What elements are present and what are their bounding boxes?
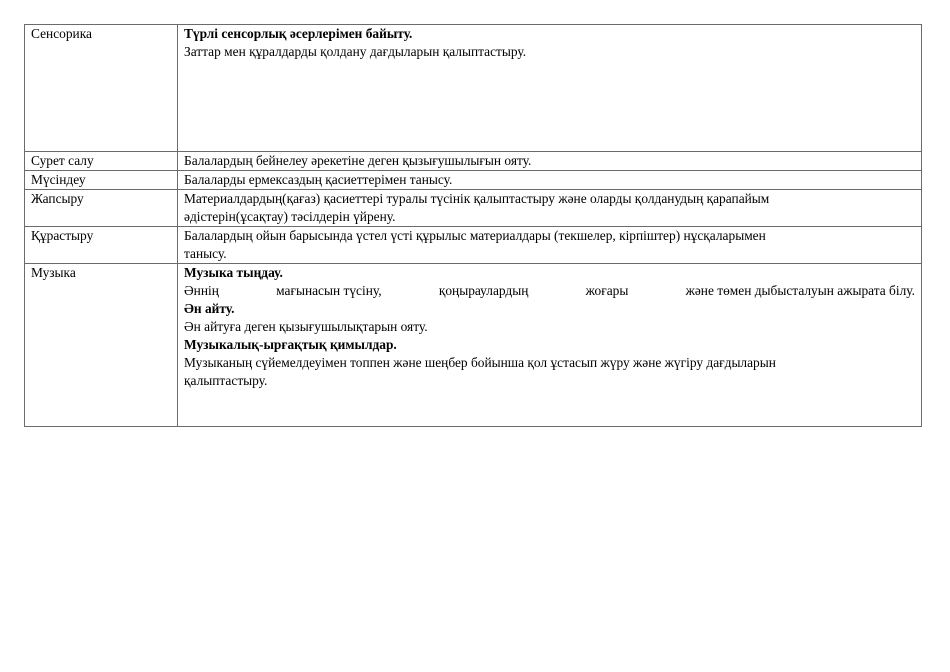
table-row [25,25,922,152]
applique-text-line2: әдістерін(ұсақтау) тәсілдерін үйрену. [184,209,396,224]
modeling-text: Балаларды ермексаздың қасиеттерімен танысу. [184,172,453,187]
row-label-sensory: Сенсорика [25,25,178,152]
music-heading-singing: Ән айту. [184,301,235,316]
music-movement-text-line1: Музыканың сүйемелдеуімен топпен және шеңбер бойынша қол ұстасып жүру және жүгіру дағдыларын [184,355,776,370]
music-singing-text: Ән айтуға деген қызығушылықтарын ояту. [184,319,428,334]
sensory-text: Заттар мен құралдарды қолдану дағдыларын қалыптастыру. [184,44,527,59]
construction-text-line1: Балалардың ойын барысында үстел үсті құрылыс материалдары (текшелер, кірпіштер) нұсқаларымен [184,228,766,243]
music-listening-text [184,282,915,300]
row-label-drawing: Сурет салу [25,152,178,171]
row-content-modeling [178,171,922,190]
table-row [25,264,922,427]
row-content-sensory [178,25,922,152]
curriculum-table [24,24,922,427]
music-heading-movement: Музыкалық-ырғақтық қимылдар. [184,337,397,352]
row-label-construction: Құрастыру [25,227,178,264]
applique-text-line1: Материалдардың(қағаз) қасиеттері туралы түсінік қалыптастыру және оларды қолданудың қарапайым [184,191,770,206]
table-row [25,190,922,227]
table-row [25,227,922,264]
sensory-heading: Түрлі сенсорлық әсерлерімен байыту. [184,26,413,41]
music-word: мағынасын түсіну, [276,283,382,298]
music-movement-text-line2: қалыптастыру. [184,373,268,388]
row-label-music: Музыка [25,264,178,427]
music-word: Әннің [184,283,219,298]
music-word: жоғары [585,283,629,298]
row-content-drawing [178,152,922,171]
row-label-applique: Жапсыру [25,190,178,227]
row-content-music [178,264,922,427]
row-content-construction [178,227,922,264]
music-heading-listening: Музыка тыңдау. [184,265,283,280]
row-label-modeling: Мүсіндеу [25,171,178,190]
music-word: қоңыраулардың [438,283,529,298]
music-word: және төмен дыбысталуын ажырата білу. [685,283,915,298]
row-content-applique [178,190,922,227]
construction-text-line2: танысу. [184,246,227,261]
drawing-text: Балалардың бейнелеу әрекетіне деген қызығушылығын ояту. [184,153,532,168]
table-row [25,171,922,190]
table-row [25,152,922,171]
